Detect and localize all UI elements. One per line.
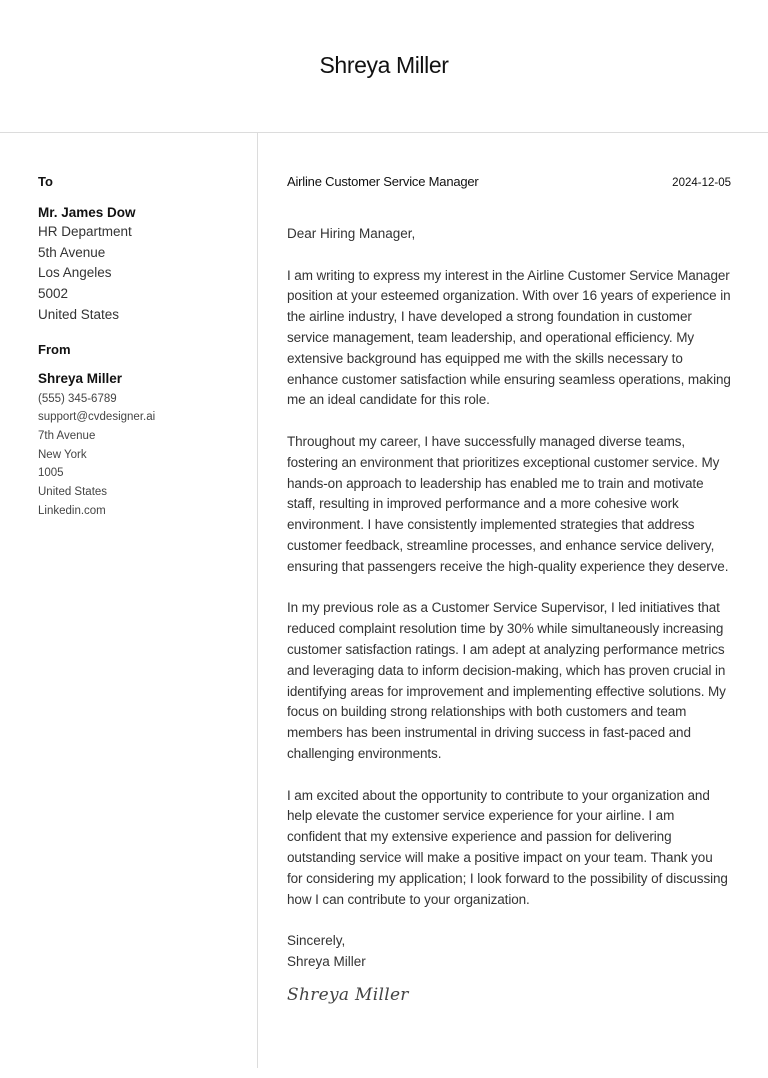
handwritten-signature: Shreya Miller xyxy=(287,984,409,1005)
letter-greeting: Dear Hiring Manager, xyxy=(287,226,416,241)
recipient-city: Los Angeles xyxy=(38,265,112,281)
closing-name: Shreya Miller xyxy=(287,953,366,969)
letter-header xyxy=(0,0,768,133)
body-paragraph-1: I am writing to express my interest in the Airline Customer Service Manager position at your esteemed organization. With over 16 years of experience in the airline industry, I have developed a strong foundation in customer service management, team leadership, and operational efficiency. My extensive background has equipped me with the skills necessary to enhance customer satisfaction while ensuring seamless operations, making me an ideal candidate for this role. xyxy=(287,267,731,408)
closing-salutation: Sincerely, xyxy=(287,933,346,949)
recipient-postal-code: 5002 xyxy=(38,286,69,302)
closing-block xyxy=(287,931,731,973)
sender-country: United States xyxy=(38,486,108,499)
sender-name: Shreya Miller xyxy=(38,370,123,386)
letter-body xyxy=(287,174,731,1005)
recipient-street: 5th Avenue xyxy=(38,244,106,260)
letter-date: 2024-12-05 xyxy=(672,177,731,189)
body-paragraph-4: I am excited about the opportunity to contribute to your organization and help elevate the customer service experience for your airline. I am confident that my extensive experience and passion for delivering outstanding service will make a positive impact on your team. Thank you for considering my application; I look forward to the possibility of discussing how I can contribute to your organization. xyxy=(287,787,728,907)
sender-street: 7th Avenue xyxy=(38,429,96,442)
sidebar xyxy=(38,174,248,520)
recipient-block xyxy=(38,174,248,326)
sender-postal-code: 1005 xyxy=(38,467,64,480)
letter-subject: Airline Customer Service Manager xyxy=(287,174,479,189)
sender-heading: From xyxy=(38,341,71,357)
recipient-department: HR Department xyxy=(38,224,132,239)
subject-row xyxy=(287,174,731,190)
header-name: Shreya Miller xyxy=(319,52,449,78)
recipient-heading: To xyxy=(38,174,53,189)
column-divider xyxy=(257,133,258,1068)
sender-phone: (555) 345-6789 xyxy=(38,392,117,405)
recipient-country: United States xyxy=(38,306,120,322)
sender-email: support@cvdesigner.ai xyxy=(38,411,156,424)
body-paragraph-3: In my previous role as a Customer Service Supervisor, I led initiatives that reduced complaint resolution time by 30% while simultaneously increasing customer satisfaction ratings. I am adept at analyzing performance metrics and leveraging data to inform decision-making, which has proven crucial in identifying areas for improvement and implementing effective solutions. My focus on building strong relationships with both customers and team members has been instrumental in driving success in fast-paced and challenging environments. xyxy=(287,600,726,761)
body-paragraph-2: Throughout my career, I have successfully managed diverse teams, fostering an environment that prioritizes exceptional customer service. My hands-on approach to leadership has enabled me to train and motivate staff, resulting in improved performance and a more cohesive work environment. I have consistently implemented strategies that address customer feedback, streamline processes, and enhance service delivery, ensuring that passengers receive the high-quality experience they deserve. xyxy=(287,433,729,574)
recipient-name: Mr. James Dow xyxy=(38,205,136,220)
sender-linkedin: Linkedin.com xyxy=(38,504,106,517)
sender-city: New York xyxy=(38,448,87,461)
sender-block xyxy=(38,342,248,521)
